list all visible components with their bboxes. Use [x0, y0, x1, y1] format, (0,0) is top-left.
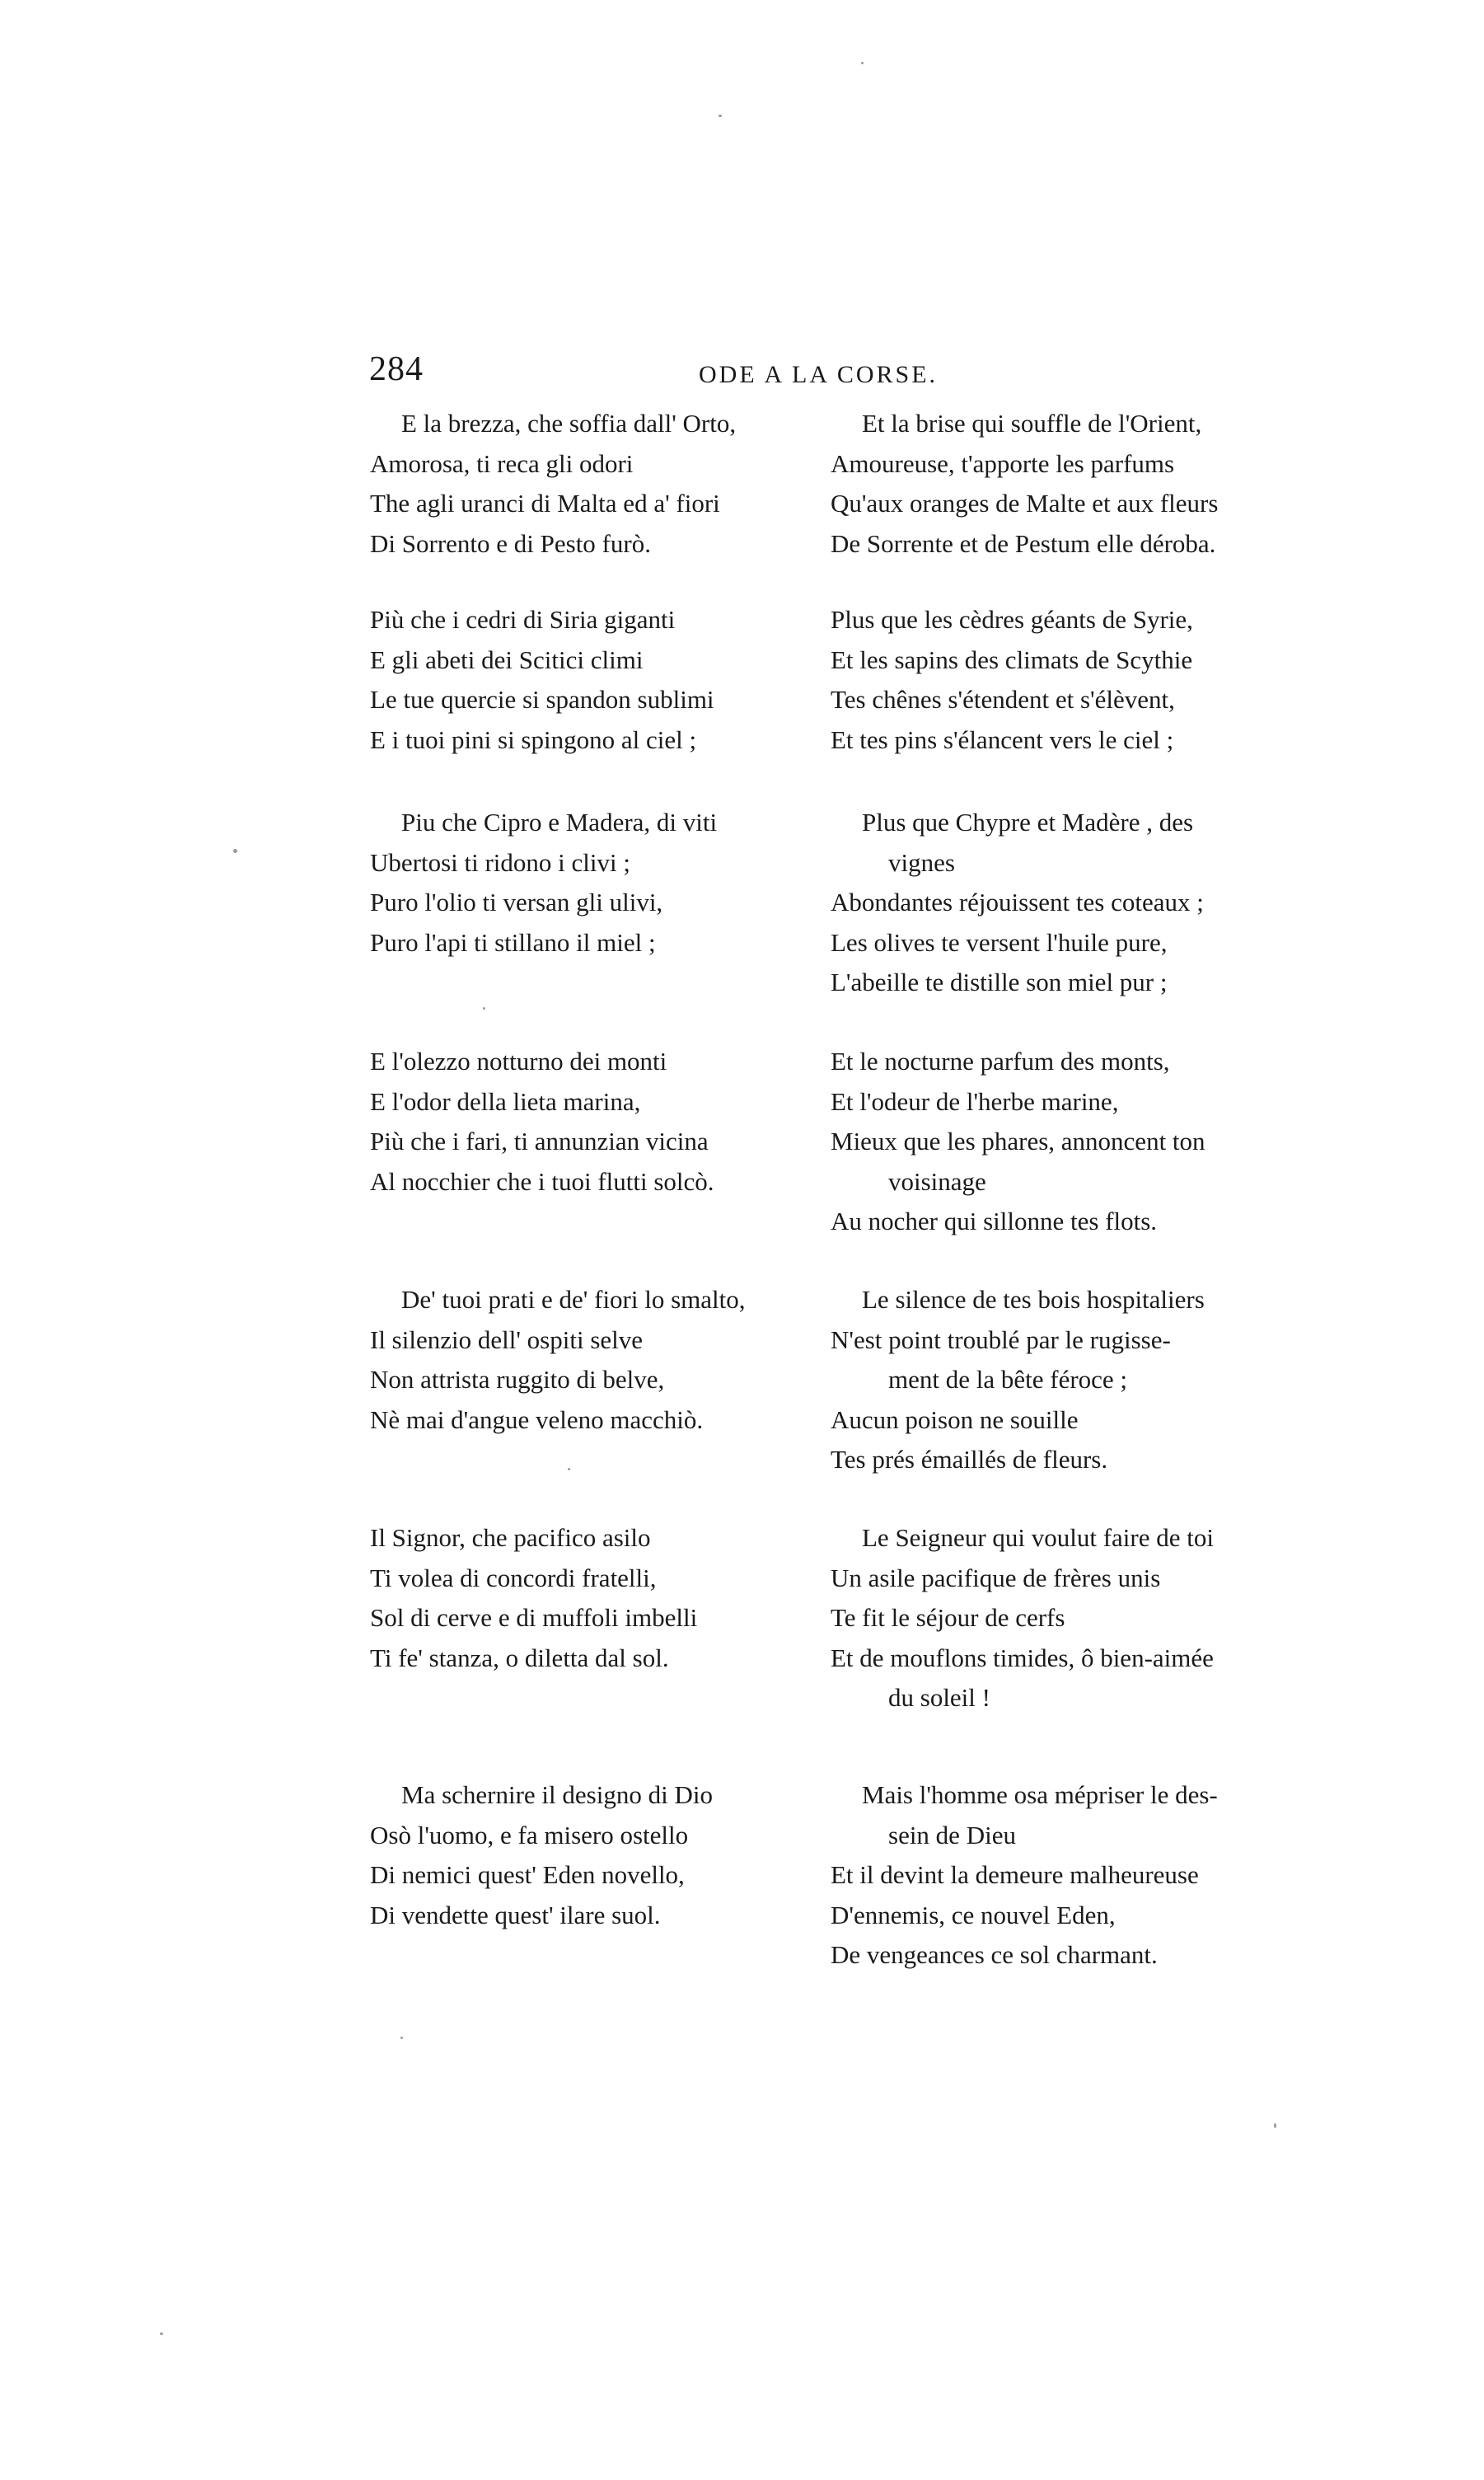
verse-line: Piu che Cipro e Madera, di viti — [401, 808, 718, 837]
verse-line: D'ennemis, ce nouvel Eden, — [831, 1900, 1116, 1929]
verse-line: E gli abeti dei Scitici climi — [370, 645, 644, 674]
verse-line: Le Seigneur qui voulut faire de toi — [862, 1523, 1214, 1552]
page-number: 284 — [369, 350, 424, 388]
verse-line: Tes prés émaillés de fleurs. — [831, 1445, 1108, 1474]
verse-line: E l'olezzo notturno dei monti — [370, 1047, 667, 1076]
running-title: ODE A LA CORSE. — [699, 361, 939, 388]
verse-line: L'abeille te distille son miel pur ; — [831, 968, 1168, 996]
verse-line: Amoureuse, t'apporte les parfums — [831, 448, 1175, 478]
verse-line: Di nemici quest' Eden novello, — [370, 1860, 685, 1889]
italian-stanza-1 — [370, 404, 831, 564]
verse-line: Plus que les cèdres géants de Syrie, — [831, 605, 1193, 634]
paper-speck — [719, 115, 722, 117]
verse-line: The agli uranci di Malta ed a' fiori — [370, 489, 720, 518]
french-stanza-2 — [831, 600, 1292, 760]
verse-line: Un asile pacifique de frères unis — [831, 1563, 1161, 1592]
paper-speck — [483, 1007, 485, 1010]
french-stanza-3 — [831, 803, 1292, 1003]
verse-line: Et les sapins des climats de Scythie — [831, 645, 1193, 674]
verse-line: Et tes pins s'élancent vers le ciel ; — [831, 724, 1174, 754]
verse-line: Più che i fari, ti annunzian vicina — [370, 1127, 709, 1156]
verse-line: Mais l'homme osa mépriser le des- — [862, 1780, 1218, 1809]
verse-line: Puro l'olio ti versan gli ulivi, — [370, 888, 663, 917]
verse-line: Les olives te versent l'huile pure, — [831, 927, 1168, 957]
verse-line: De' tuoi prati e de' fiori lo smalto, — [401, 1285, 746, 1314]
verse-line: N'est point troublé par le rugisse- — [831, 1324, 1171, 1354]
page-header — [363, 338, 1285, 387]
italian-stanza-2 — [370, 600, 831, 760]
italian-stanza-5 — [370, 1280, 831, 1440]
verse-line: E la brezza, che soffia dall' Orto, — [401, 409, 737, 438]
french-stanza-1 — [831, 404, 1292, 564]
verse-line: Non attrista ruggito di belve, — [370, 1365, 665, 1394]
verse-line: Di vendette quest' ilare suol. — [370, 1900, 661, 1929]
verse-line: du soleil ! — [888, 1683, 990, 1712]
verse-line: Di Sorrento e di Pesto furò. — [370, 528, 651, 558]
verse-line: Le silence de tes bois hospitaliers — [862, 1285, 1205, 1314]
verse-line: De Sorrente et de Pestum elle déroba. — [831, 528, 1216, 558]
verse-line: Et le nocturne parfum des monts, — [831, 1047, 1170, 1076]
verse-line: sein de Dieu — [888, 1820, 1016, 1849]
verse-line: Amorosa, ti reca gli odori — [370, 448, 634, 478]
verse-line: Et de mouflons timides, ô bien-aimée — [831, 1643, 1214, 1672]
verse-line: E i tuoi pini si spingono al ciel ; — [370, 724, 697, 754]
verse-line: E l'odor della lieta marina, — [370, 1086, 641, 1116]
verse-line: De vengeances ce sol charmant. — [831, 1940, 1158, 1969]
verse-line: Ubertosi ti ridono i clivi ; — [370, 847, 630, 877]
italian-stanza-4 — [370, 1042, 831, 1202]
verse-line: Mieux que les phares, annoncent ton — [831, 1127, 1205, 1156]
verse-line: Qu'aux oranges de Malte et aux fleurs — [831, 489, 1219, 518]
verse-line: Te fit le séjour de cerfs — [831, 1603, 1065, 1632]
paper-speck — [568, 1468, 570, 1470]
verse-line: Tes chênes s'étendent et s'élèvent, — [831, 685, 1175, 714]
verse-line: vignes — [888, 847, 955, 877]
verse-line: Et la brise qui souffle de l'Orient, — [862, 409, 1202, 438]
french-stanza-6 — [831, 1518, 1292, 1718]
verse-line: Et l'odeur de l'herbe marine, — [831, 1086, 1119, 1116]
italian-stanza-6 — [370, 1518, 831, 1678]
verse-line: voisinage — [888, 1166, 986, 1196]
paper-speck — [400, 2037, 403, 2039]
paper-speck — [861, 62, 864, 64]
verse-line: Sol di cerve e di muffoli imbelli — [370, 1603, 698, 1632]
verse-line: Puro l'api ti stillano il miel ; — [370, 927, 656, 957]
verse-line: Plus que Chypre et Madère , des — [862, 808, 1194, 837]
italian-stanza-3 — [370, 803, 831, 963]
verse-line: Nè mai d'angue veleno macchiò. — [370, 1404, 704, 1434]
french-stanza-7 — [831, 1775, 1292, 1976]
verse-line: Al nocchier che i tuoi flutti solcò. — [370, 1166, 714, 1196]
verse-line: Le tue quercie si spandon sublimi — [370, 685, 714, 714]
verse-line: Abondantes réjouissent tes coteaux ; — [831, 888, 1204, 917]
verse-line: Ma schernire il designo di Dio — [401, 1780, 713, 1809]
paper-speck — [1274, 2123, 1276, 2128]
french-stanza-4 — [831, 1042, 1292, 1242]
verse-line: Osò l'uomo, e fa misero ostello — [370, 1820, 689, 1849]
verse-line: ment de la bête féroce ; — [888, 1365, 1128, 1394]
verse-line: Ti volea di concordi fratelli, — [370, 1563, 657, 1592]
verse-line: Ti fe' stanza, o diletta dal sol. — [370, 1643, 669, 1672]
french-stanza-5 — [831, 1280, 1292, 1480]
paper-speck — [233, 849, 237, 853]
verse-line: Più che i cedri di Siria giganti — [370, 605, 676, 634]
verse-line: Aucun poison ne souille — [831, 1404, 1079, 1434]
verse-line: Il silenzio dell' ospiti selve — [370, 1324, 644, 1354]
paper-speck — [160, 2332, 163, 2335]
verse-line: Et il devint la demeure malheureuse — [831, 1860, 1199, 1889]
verse-line: Il Signor, che pacifico asilo — [370, 1523, 651, 1552]
verse-line: Au nocher qui sillonne tes flots. — [831, 1207, 1158, 1235]
italian-stanza-7 — [370, 1775, 831, 1935]
